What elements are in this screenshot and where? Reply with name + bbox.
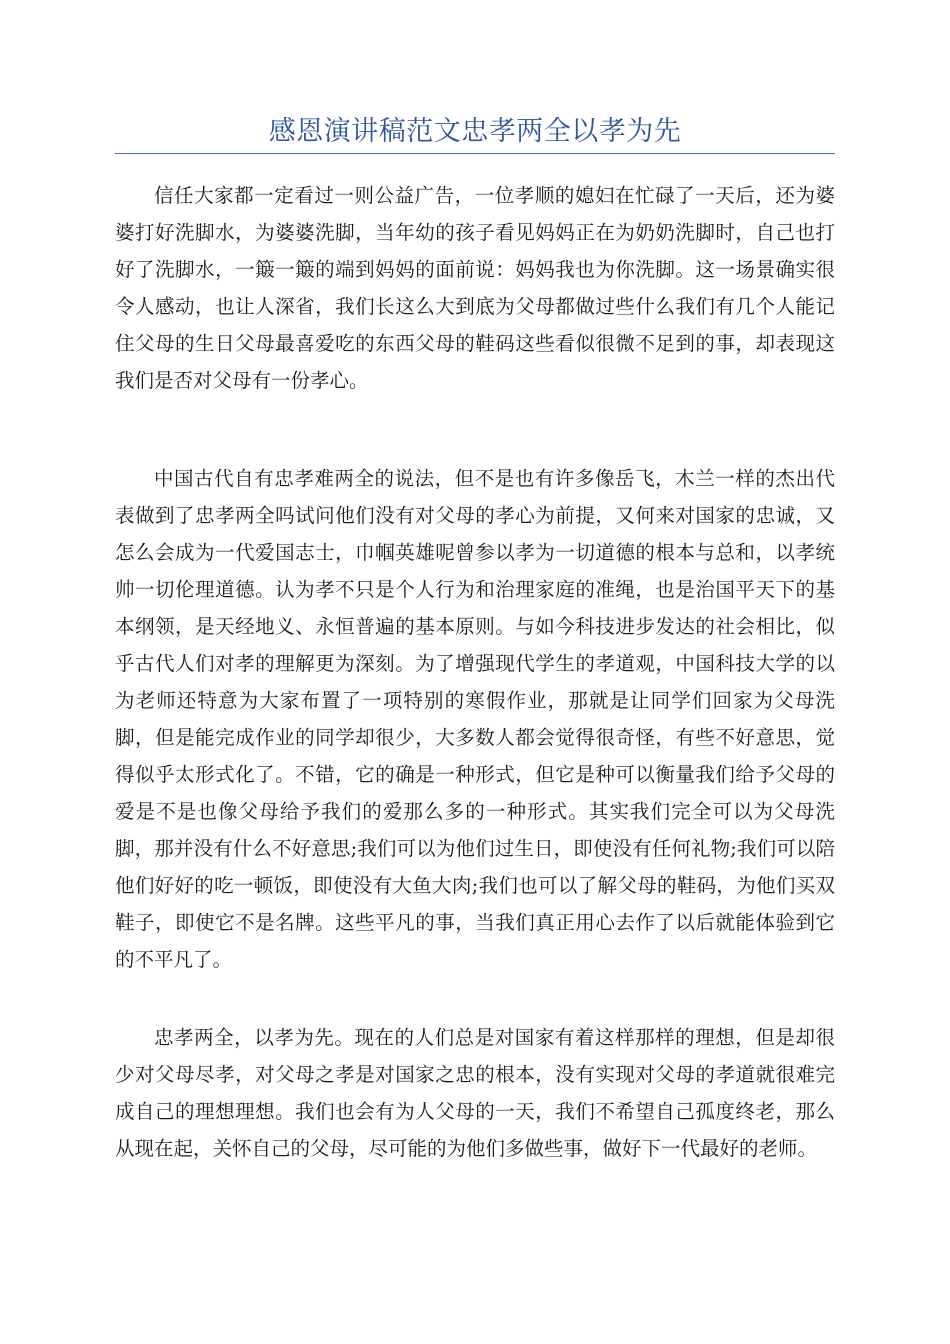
paragraph-3: 忠孝两全，以孝为先。现在的人们总是对国家有着这样那样的理想，但是却很少对父母尽孝，对父母之孝是对国家之忠的根本，没有实现对父母的孝道就很难完成自己的理想理想。我们也会有为人父母的一天，我们不希望自己孤度终老，那么从现在起，关怀自己的父母，尽可能的为他们多做些事，做好下一代最好的老师。 [115,1026,835,1160]
paragraph-1: 信任大家都一定看过一则公益广告，一位孝顺的媳妇在忙碌了一天后，还为婆婆打好洗脚水，为婆婆洗脚，当年幼的孩子看见妈妈正在为奶奶洗脚时，自己也打好了洗脚水，一簸一簸的端到妈妈的面前说：妈妈我也为你洗脚。这一场景确实很令人感动，也让人深省，我们长这么大到底为父母都做过些什么我们有几个人能记住父母的生日父母最喜爱吃的东西父母的鞋码这些看似很微不足到的事，却表现这我们是否对父母有一份孝心。 [115,184,835,392]
paragraph-2: 中国古代自有忠孝难两全的说法，但不是也有许多像岳飞，木兰一样的杰出代表做到了忠孝两全吗试问他们没有对父母的孝心为前提，又何来对国家的忠诚，又怎么会成为一代爱国志士，巾帼英雄呢曾参以孝为一切道德的根本与总和，以孝统帅一切伦理道德。认为孝不只是个人行为和治理家庭的准绳，也是治国平天下的基本纲领，是天经地义、永恒普遍的基本原则。与如今科技进步发达的社会相比，似乎古代人们对孝的理解更为深刻。为了增强现代学生的孝道观，中国科技大学的以为老师还特意为大家布置了一项特别的寒假作业，那就是让同学们回家为父母洗脚，但是能完成作业的同学却很少，大多数人都会觉得很奇怪，有些不好意思，觉得似乎太形式化了。不错，它的确是一种形式，但它是种可以衡量我们给予父母的爱是不是也像父母给予我们的爱那么多的一种形式。其实我们完全可以为父母洗脚，那并没有什么不好意思;我们可以为他们过生日，即使没有任何礼物;我们可以陪他们好好的吃一顿饭，即使没有大鱼大肉;我们也可以了解父母的鞋码，为他们买双鞋子，即使它不是名牌。这些平凡的事，当我们真正用心去作了以后就能体验到它的不平凡了。 [115,467,835,971]
document-title: 感恩演讲稿范文忠孝两全以孝为先 [268,116,682,147]
title-underline [115,153,835,154]
